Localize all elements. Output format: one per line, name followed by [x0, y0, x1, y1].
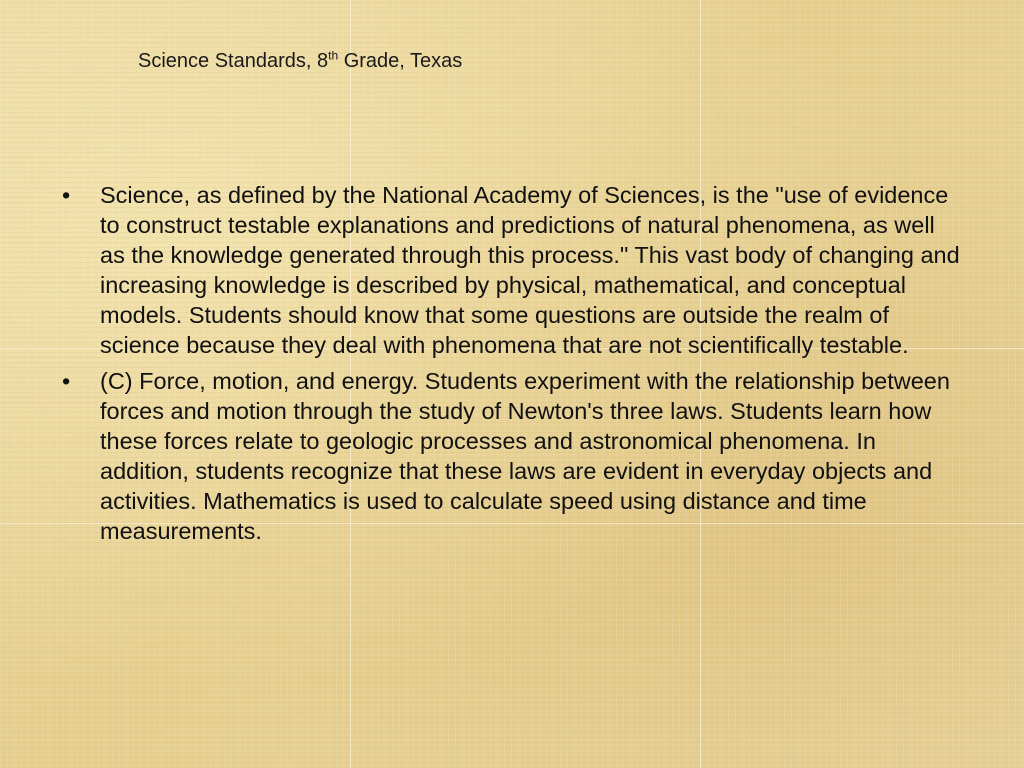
bullet-item: [60, 180, 965, 360]
bullet-text: (C) Force, motion, and energy. Students experiment with the relationship between forces and motion through the study of Newton's three laws. Students learn how these forces relate to geologic processes and astronomical phenomena. In addition, students recognize that these laws are evident in everyday objects and activities. Mathematics is used to calculate speed using distance and time measurements.: [100, 368, 950, 544]
bullet-item: [60, 366, 965, 546]
bullet-icon: •: [62, 368, 71, 394]
bullet-list: [60, 180, 965, 552]
title-superscript: th: [328, 48, 339, 63]
title-text-suffix: Grade, Texas: [338, 50, 463, 72]
bullet-text: Science, as defined by the National Academy of Sciences, is the "use of evidence to construct testable explanations and predictions of natural phenomena, as well as the knowledge generated through this process." This vast body of changing and increasing knowledge is described by physical, mathematical, and conceptual models. Students should know that some questions are outside the realm of science because they deal with phenomena that are not scientifically testable.: [100, 182, 960, 358]
slide-title: [138, 50, 462, 73]
title-text: Science Standards, 8: [138, 50, 329, 72]
bullet-icon: •: [62, 182, 71, 208]
